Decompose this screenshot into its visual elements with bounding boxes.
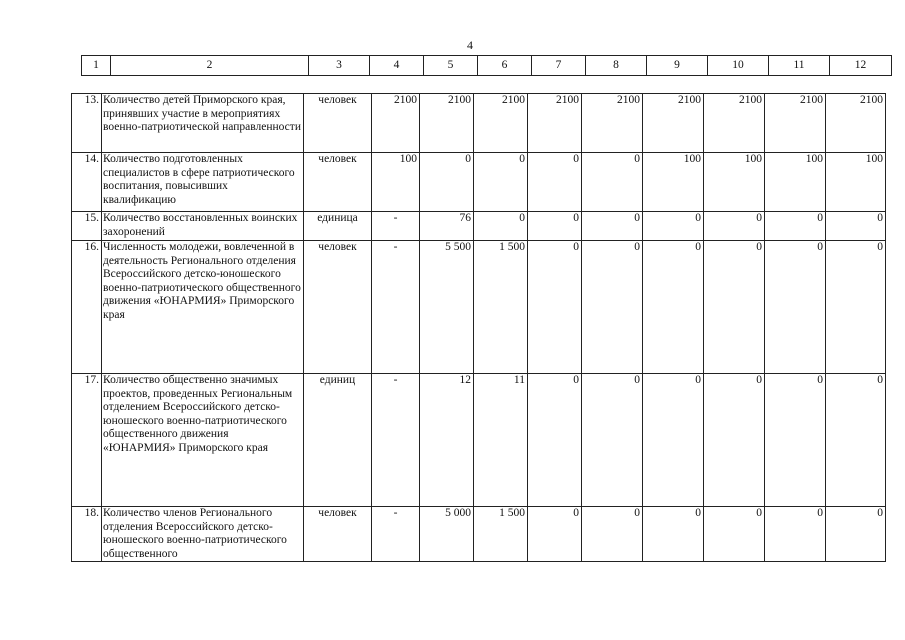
value-cell: 0 bbox=[643, 212, 704, 241]
unit-cell: единиц bbox=[304, 374, 372, 507]
unit-cell: человек bbox=[304, 153, 372, 212]
value-cell: 2100 bbox=[826, 94, 886, 153]
row-number: 16. bbox=[72, 241, 102, 374]
header-row bbox=[82, 56, 892, 76]
value-cell: 0 bbox=[582, 507, 643, 562]
unit-cell: человек bbox=[304, 507, 372, 562]
value-cell: 0 bbox=[704, 374, 765, 507]
value-cell: 2100 bbox=[765, 94, 826, 153]
value-cell: 2100 bbox=[372, 94, 420, 153]
header-cell: 5 bbox=[424, 56, 478, 76]
value-cell: 12 bbox=[420, 374, 474, 507]
value-cell: 0 bbox=[528, 507, 582, 562]
row-number: 18. bbox=[72, 507, 102, 562]
value-cell: 0 bbox=[826, 212, 886, 241]
value-cell: 0 bbox=[643, 241, 704, 374]
value-cell: 0 bbox=[528, 153, 582, 212]
value-cell: 2100 bbox=[582, 94, 643, 153]
table-row bbox=[72, 241, 886, 374]
value-cell: 2100 bbox=[704, 94, 765, 153]
value-cell: - bbox=[372, 374, 420, 507]
table-row bbox=[72, 94, 886, 153]
value-cell: 2100 bbox=[420, 94, 474, 153]
indicators-table bbox=[71, 93, 886, 562]
value-cell: 100 bbox=[372, 153, 420, 212]
row-number: 14. bbox=[72, 153, 102, 212]
header-cell: 12 bbox=[830, 56, 892, 76]
value-cell: 11 bbox=[474, 374, 528, 507]
value-cell: 0 bbox=[704, 507, 765, 562]
unit-cell: единица bbox=[304, 212, 372, 241]
header-cell: 7 bbox=[532, 56, 586, 76]
indicator-name: Количество подготовленных специалистов в сфере патриотического воспитания, повысивших квалификацию bbox=[102, 153, 304, 212]
value-cell: 5 000 bbox=[420, 507, 474, 562]
value-cell: - bbox=[372, 507, 420, 562]
row-number: 13. bbox=[72, 94, 102, 153]
row-number: 17. bbox=[72, 374, 102, 507]
value-cell: 0 bbox=[528, 374, 582, 507]
value-cell: 0 bbox=[528, 212, 582, 241]
header-cell: 4 bbox=[370, 56, 424, 76]
value-cell: 0 bbox=[765, 212, 826, 241]
table-row bbox=[72, 153, 886, 212]
value-cell: 2100 bbox=[528, 94, 582, 153]
value-cell: 100 bbox=[765, 153, 826, 212]
value-cell: - bbox=[372, 212, 420, 241]
value-cell: 0 bbox=[826, 507, 886, 562]
value-cell: 100 bbox=[704, 153, 765, 212]
value-cell: 100 bbox=[643, 153, 704, 212]
unit-cell: человек bbox=[304, 94, 372, 153]
value-cell: 0 bbox=[643, 507, 704, 562]
table-row bbox=[72, 374, 886, 507]
value-cell: 0 bbox=[704, 212, 765, 241]
value-cell: 0 bbox=[474, 212, 528, 241]
value-cell: 0 bbox=[765, 374, 826, 507]
value-cell: 0 bbox=[765, 507, 826, 562]
value-cell: 1 500 bbox=[474, 507, 528, 562]
row-number: 15. bbox=[72, 212, 102, 241]
indicator-name: Количество общественно значимых проектов, проведенных Региональным отделением Всероссийского детско-юношеского военно-патриотического общественного движения «ЮНАРМИЯ» Приморского края bbox=[102, 374, 304, 507]
value-cell: - bbox=[372, 241, 420, 374]
value-cell: 0 bbox=[582, 241, 643, 374]
value-cell: 1 500 bbox=[474, 241, 528, 374]
header-cell: 11 bbox=[769, 56, 830, 76]
table-row bbox=[72, 212, 886, 241]
indicator-name: Количество детей Приморского края, принявших участие в мероприятиях военно-патриотической направленности bbox=[102, 94, 304, 153]
page-number: 4 bbox=[467, 38, 473, 52]
value-cell: 0 bbox=[528, 241, 582, 374]
value-cell: 0 bbox=[826, 374, 886, 507]
column-number-header bbox=[81, 55, 892, 76]
value-cell: 0 bbox=[582, 212, 643, 241]
value-cell: 2100 bbox=[643, 94, 704, 153]
unit-cell: человек bbox=[304, 241, 372, 374]
value-cell: 76 bbox=[420, 212, 474, 241]
value-cell: 0 bbox=[643, 374, 704, 507]
header-cell: 3 bbox=[309, 56, 370, 76]
header-cell: 10 bbox=[708, 56, 769, 76]
value-cell: 0 bbox=[582, 153, 643, 212]
value-cell: 2100 bbox=[474, 94, 528, 153]
header-cell: 8 bbox=[586, 56, 647, 76]
header-cell: 6 bbox=[478, 56, 532, 76]
indicator-name: Количество восстановленных воинских захоронений bbox=[102, 212, 304, 241]
header-cell: 9 bbox=[647, 56, 708, 76]
table-row bbox=[72, 507, 886, 562]
value-cell: 100 bbox=[826, 153, 886, 212]
value-cell: 0 bbox=[582, 374, 643, 507]
value-cell: 0 bbox=[704, 241, 765, 374]
value-cell: 0 bbox=[474, 153, 528, 212]
header-cell: 2 bbox=[111, 56, 309, 76]
indicator-name: Количество членов Регионального отделения Всероссийского детско-юношеского военно-патриотического общественного bbox=[102, 507, 304, 562]
header-cell: 1 bbox=[82, 56, 111, 76]
value-cell: 0 bbox=[420, 153, 474, 212]
value-cell: 0 bbox=[765, 241, 826, 374]
value-cell: 0 bbox=[826, 241, 886, 374]
value-cell: 5 500 bbox=[420, 241, 474, 374]
indicator-name: Численность молодежи, вовлеченной в деятельность Регионального отделения Всероссийского детско-юношеского военно-патриотического общественного движения «ЮНАРМИЯ» Приморского края bbox=[102, 241, 304, 374]
